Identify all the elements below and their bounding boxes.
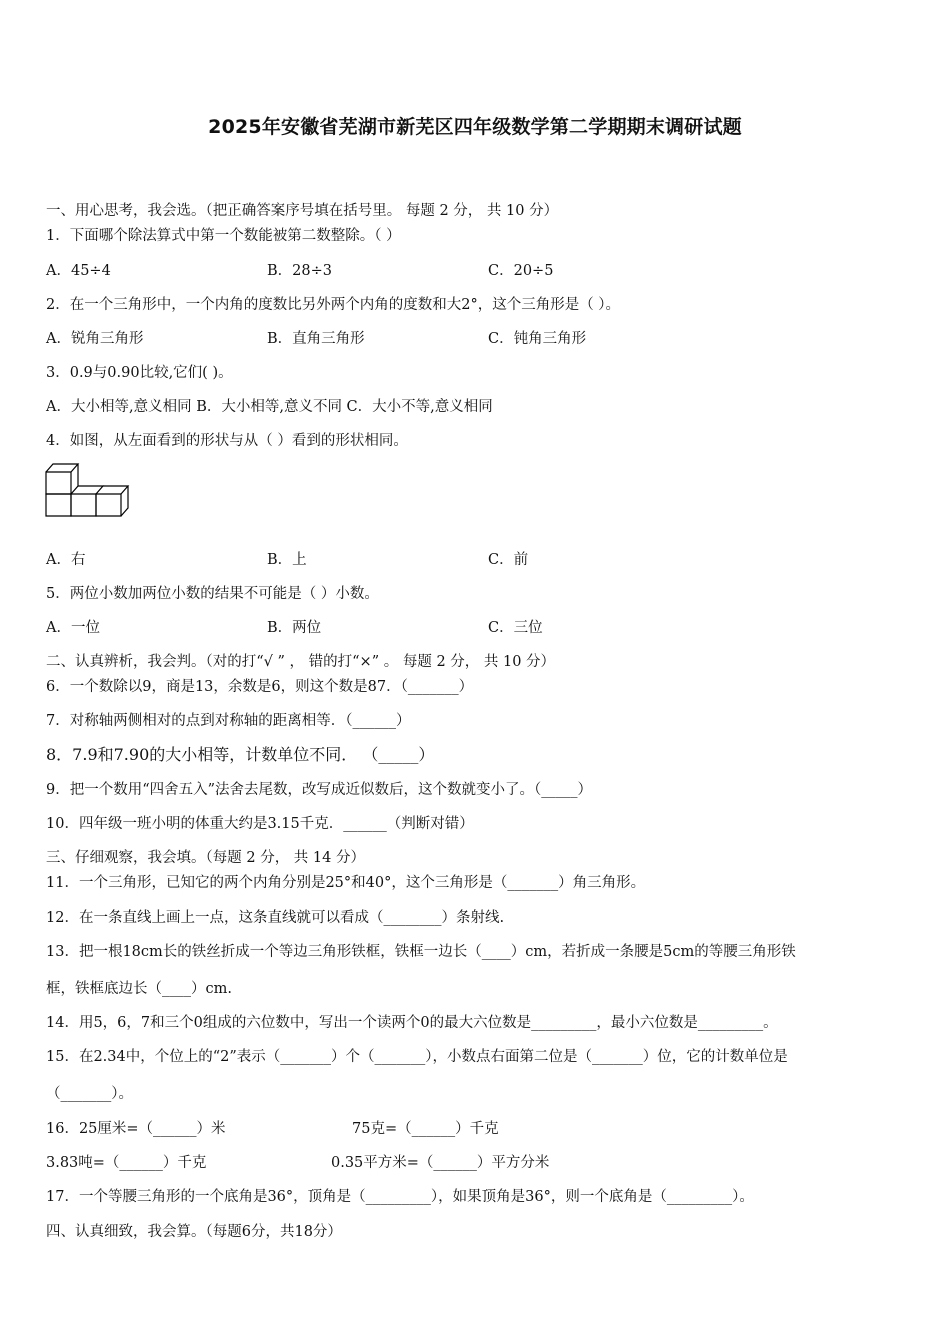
question-13-line-2: 框，铁框底边长（____）cm. bbox=[46, 981, 232, 997]
question-14: 14．用5，6，7和三个0组成的六位数中，写出一个读两个0的最大六位数是_________，最小六位数是_________。 bbox=[46, 1015, 778, 1031]
q5-option-c: C．三位 bbox=[488, 620, 543, 636]
q2-option-a: A．锐角三角形 bbox=[46, 331, 144, 347]
question-15-line-2: （_______）。 bbox=[46, 1086, 133, 1102]
question-6: 6．一个数除以9，商是13，余数是6，则这个数是87．（_______） bbox=[46, 679, 474, 695]
q2-option-b: B．直角三角形 bbox=[267, 331, 365, 347]
q3-options: A．大小相等,意义相同 B．大小相等,意义不同 C．大小不等,意义相同 bbox=[46, 399, 493, 415]
question-4: 4．如图，从左面看到的形状与从（ ）看到的形状相同。 bbox=[46, 433, 408, 449]
q4-option-c: C．前 bbox=[488, 552, 529, 568]
q2-option-c: C．钝角三角形 bbox=[488, 331, 587, 347]
question-9: 9．把一个数用“四舍五入”法舍去尾数，改写成近似数后，这个数就变小了。（_____） bbox=[46, 782, 593, 798]
section-3-heading: 三、仔细观察，我会填。（每题 2 分， 共 14 分） bbox=[46, 850, 365, 866]
q1-option-b: B．28÷3 bbox=[267, 263, 332, 279]
cube-stack-icon bbox=[44, 462, 136, 524]
question-5: 5．两位小数加两位小数的结果不可能是（ ）小数。 bbox=[46, 586, 379, 602]
question-7: 7．对称轴两侧相对的点到对称轴的距离相等．（______） bbox=[46, 713, 411, 729]
q4-option-b: B．上 bbox=[267, 552, 307, 568]
question-3: 3．0.9与0.90比较,它们( )。 bbox=[46, 365, 233, 381]
question-2: 2．在一个三角形中，一个内角的度数比另外两个内角的度数和大2°，这个三角形是（ ）。 bbox=[46, 297, 621, 313]
question-16-d: 0.35平方米=（______）平方分米 bbox=[331, 1155, 550, 1171]
page-title: 2025年安徽省芜湖市新芜区四年级数学第二学期期末调研试题 bbox=[208, 116, 742, 138]
section-1-heading: 一、用心思考，我会选。（把正确答案序号填在括号里。 每题 2 分， 共 10 分） bbox=[46, 203, 559, 219]
q5-option-a: A．一位 bbox=[46, 620, 100, 636]
question-16-c: 3.83吨=（______）千克 bbox=[46, 1155, 207, 1171]
question-15-line-1: 15．在2.34中，个位上的“2”表示（_______）个（_______），小数点右面第二位是（_______）位，它的计数单位是 bbox=[46, 1049, 788, 1065]
question-8: 8．7.9和7.90的大小相等，计数单位不同． （_____） bbox=[46, 745, 435, 764]
question-13-line-1: 13．把一根18cm长的铁丝折成一个等边三角形铁框，铁框一边长（____）cm，若折成一条腰是5cm的等腰三角形铁 bbox=[46, 944, 796, 960]
q4-option-a: A．右 bbox=[46, 552, 86, 568]
q5-option-b: B．两位 bbox=[267, 620, 322, 636]
question-16-a: 16．25厘米=（______）米 bbox=[46, 1121, 226, 1137]
q1-option-a: A．45÷4 bbox=[46, 263, 111, 279]
question-16-b: 75克=（______）千克 bbox=[352, 1121, 499, 1137]
section-2-heading: 二、认真辨析，我会判。（对的打“√ ” ， 错的打“×” 。 每题 2 分， 共 10 分） bbox=[46, 654, 556, 670]
question-17: 17．一个等腰三角形的一个底角是36°，顶角是（_________），如果顶角是36°，则一个底角是（_________）。 bbox=[46, 1189, 754, 1205]
q1-option-c: C．20÷5 bbox=[488, 263, 554, 279]
question-11: 11．一个三角形，已知它的两个内角分别是25°和40°，这个三角形是（_______）角三角形。 bbox=[46, 875, 646, 891]
question-12: 12．在一条直线上画上一点，这条直线就可以看成（________）条射线. bbox=[46, 910, 505, 926]
section-4-heading: 四、认真细致，我会算。（每题6分，共18分） bbox=[46, 1224, 342, 1240]
question-10: 10．四年级一班小明的体重大约是3.15千克．______（判断对错） bbox=[46, 816, 474, 832]
question-1: 1．下面哪个除法算式中第一个数能被第二数整除。（ ） bbox=[46, 228, 401, 244]
